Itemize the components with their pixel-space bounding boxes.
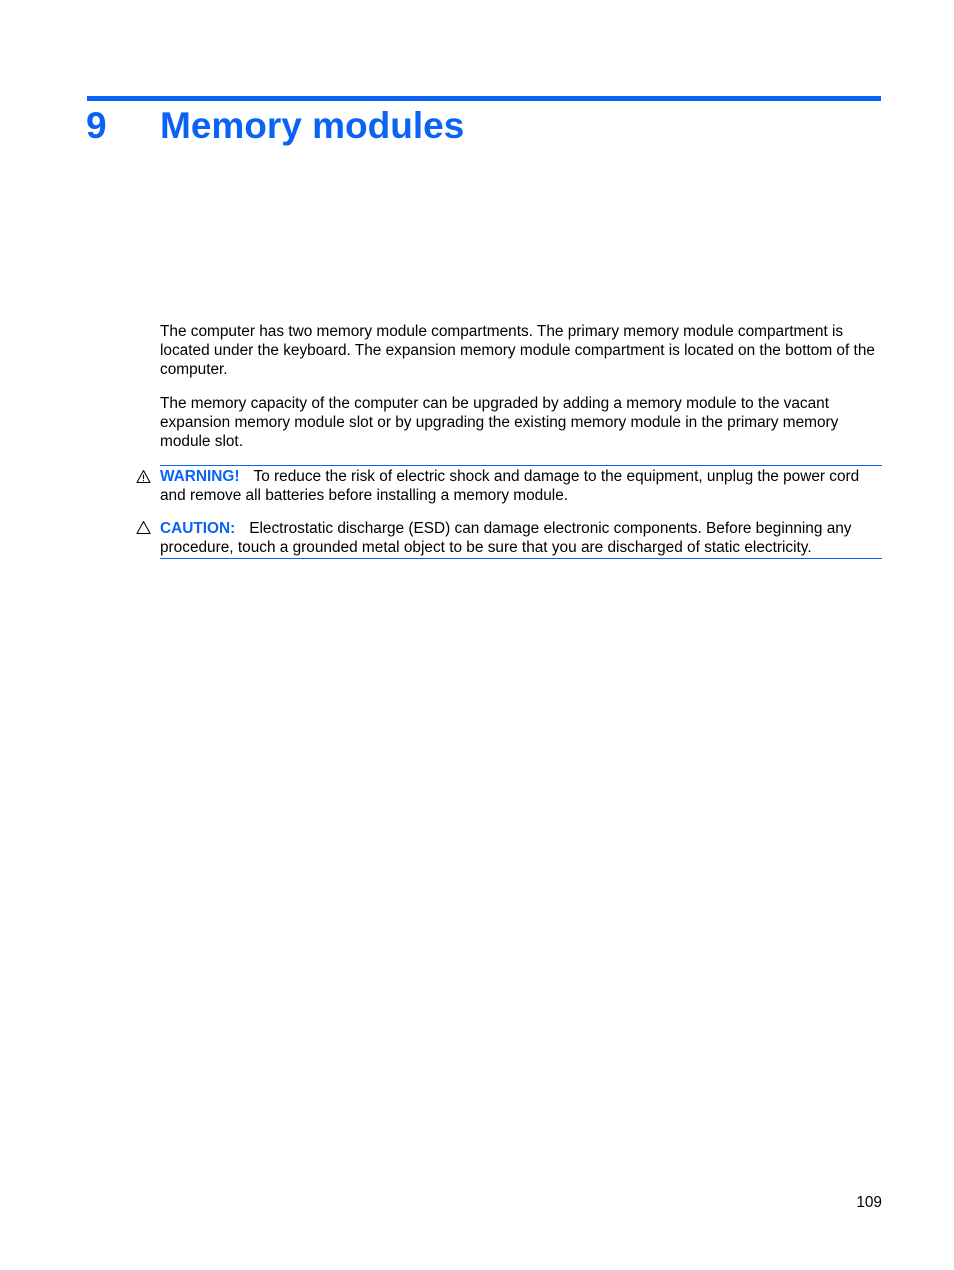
warning-text: To reduce the risk of electric shock and damage to the equipment, unplug the power cord and remove all batteries before installing a memory module. [160,468,860,505]
chapter-title: Memory modules [160,105,465,146]
warning-triangle-icon [136,469,151,484]
warning-label: WARNING! [160,468,240,485]
chapter-number: 9 [86,105,107,146]
caution-text: Electrostatic discharge (ESD) can damage electronic components. Before beginning any procedure, touch a grounded metal object to be sure that you are discharged of static electricity. [160,520,852,557]
page-number: 109 [856,1194,882,1211]
caution-notice [160,519,882,559]
caution-text-block [160,519,882,557]
body-paragraph: The computer has two memory module compartments. The primary memory module compartment is located under the keyboard. The expansion memory module compartment is located on the bottom of the computer. [160,323,875,379]
warning-text-block [160,467,882,505]
chapter-heading [86,102,464,150]
caution-triangle-icon [136,520,151,535]
body-paragraph: The memory capacity of the computer can be upgraded by adding a memory module to the vacant expansion memory module slot or by upgrading the existing memory module in the primary memory module slot. [160,395,839,451]
chapter-rule [87,96,881,101]
warning-notice [160,465,882,505]
caution-label: CAUTION: [160,520,236,537]
